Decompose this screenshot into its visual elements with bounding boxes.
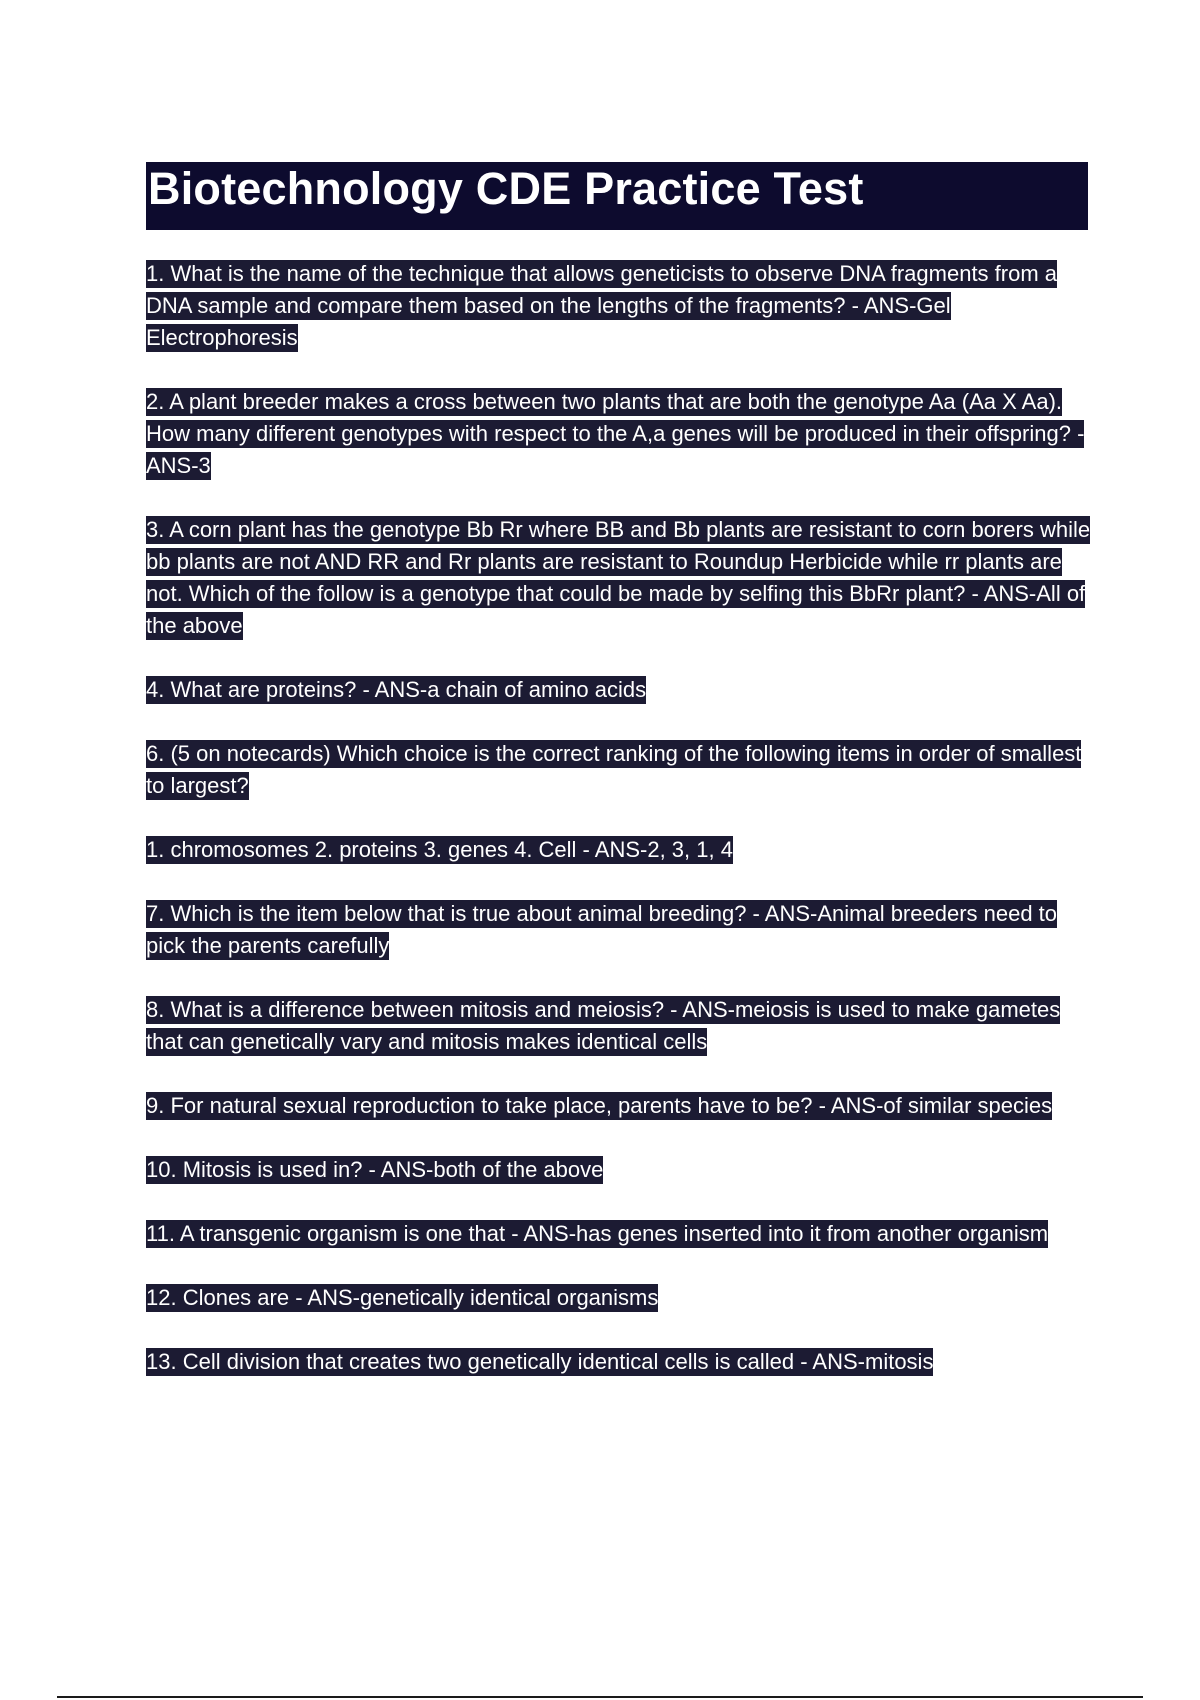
question-text: 4. What are proteins? - ANS-a chain of amino acids bbox=[146, 677, 647, 702]
question-text: 6. (5 on notecards) Which choice is the correct ranking of the following items in order of smallest to largest? bbox=[146, 741, 1082, 798]
question-item bbox=[146, 898, 1094, 962]
question-item bbox=[146, 1282, 1094, 1314]
question-list bbox=[146, 258, 1094, 1378]
question-text: 2. A plant breeder makes a cross between two plants that are both the genotype Aa (Aa X Aa). How many different genotypes with respect to the A,a genes will be produced in their offspring? - ANS-3 bbox=[146, 389, 1085, 478]
question-text: 7. Which is the item below that is true about animal breeding? - ANS-Animal breeders need to pick the parents carefully bbox=[146, 901, 1058, 958]
question-text: 9. For natural sexual reproduction to take place, parents have to be? - ANS-of similar species bbox=[146, 1093, 1053, 1118]
question-text: 10. Mitosis is used in? - ANS-both of the above bbox=[146, 1157, 604, 1182]
question-text: 3. A corn plant has the genotype Bb Rr where BB and Bb plants are resistant to corn borers while bb plants are not AND RR and Rr plants are resistant to Roundup Herbicide while rr plants are not. Which of the follow is a genotype that could be made by selfing this BbRr plant? - ANS-All of the above bbox=[146, 517, 1091, 638]
question-item bbox=[146, 258, 1094, 354]
question-item bbox=[146, 386, 1094, 482]
question-item bbox=[146, 738, 1094, 802]
title-banner bbox=[146, 162, 1088, 230]
question-item bbox=[146, 1218, 1094, 1250]
question-item bbox=[146, 674, 1094, 706]
question-item bbox=[146, 1154, 1094, 1186]
question-item bbox=[146, 1090, 1094, 1122]
question-text: 8. What is a difference between mitosis and meiosis? - ANS-meiosis is used to make gametes that can genetically vary and mitosis makes identical cells bbox=[146, 997, 1061, 1054]
question-text: 1. chromosomes 2. proteins 3. genes 4. Cell - ANS-2, 3, 1, 4 bbox=[146, 837, 733, 862]
question-text: 1. What is the name of the technique that allows geneticists to observe DNA fragments from a DNA sample and compare them based on the lengths of the fragments? - ANS-Gel Electrophoresis bbox=[146, 261, 1058, 350]
question-text: 13. Cell division that creates two genetically identical cells is called - ANS-mitosis bbox=[146, 1349, 934, 1374]
question-item bbox=[146, 514, 1094, 642]
question-text: 11. A transgenic organism is one that - ANS-has genes inserted into it from another organism bbox=[146, 1221, 1049, 1246]
question-text: 12. Clones are - ANS-genetically identical organisms bbox=[146, 1285, 659, 1310]
question-item bbox=[146, 994, 1094, 1058]
document-title: Biotechnology CDE Practice Test bbox=[148, 163, 864, 214]
page-bottom-divider bbox=[57, 1696, 1143, 1698]
question-item bbox=[146, 1346, 1094, 1378]
question-item bbox=[146, 834, 1094, 866]
